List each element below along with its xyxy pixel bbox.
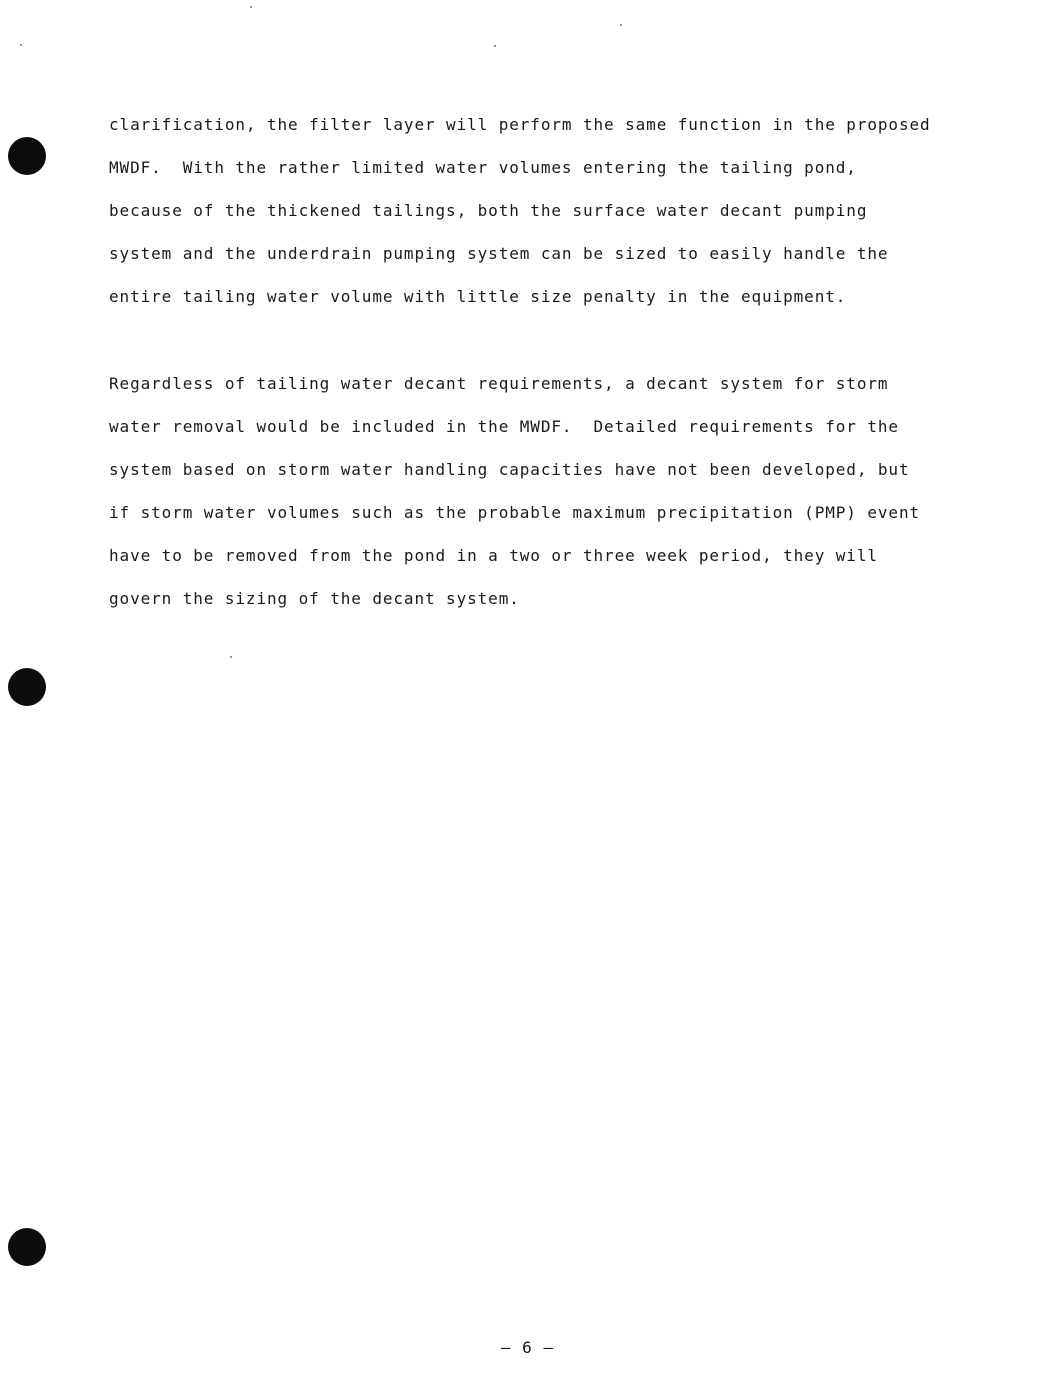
text-line: if storm water volumes such as the probable maximum precipitation (PMP) event <box>109 503 921 522</box>
text-line: entire tailing water volume with little size penalty in the equipment. <box>109 287 847 306</box>
punch-hole-mark <box>8 1228 46 1266</box>
paragraph-decant-pumping <box>109 112 959 327</box>
text-line: govern the sizing of the decant system. <box>109 589 520 608</box>
text-line: Regardless of tailing water decant requirements, a decant system for storm <box>109 374 889 393</box>
punch-hole-mark <box>8 668 46 706</box>
scan-speck <box>620 24 622 26</box>
text-line: MWDF. With the rather limited water volumes entering the tailing pond, <box>109 158 857 177</box>
text-line: system based on storm water handling capacities have not been developed, but <box>109 460 910 479</box>
scan-speck <box>250 6 252 8</box>
text-line: because of the thickened tailings, both the surface water decant pumping <box>109 201 868 220</box>
page-number: – 6 – <box>500 1338 555 1357</box>
text-line: water removal would be included in the MWDF. Detailed requirements for the <box>109 417 899 436</box>
paragraph-storm-water <box>109 371 959 629</box>
punch-hole-mark <box>8 137 46 175</box>
scan-speck <box>230 656 232 658</box>
text-line: system and the underdrain pumping system can be sized to easily handle the <box>109 244 889 263</box>
scan-speck <box>494 45 496 47</box>
text-line: have to be removed from the pond in a two or three week period, they will <box>109 546 878 565</box>
text-line: clarification, the filter layer will perform the same function in the proposed <box>109 115 931 134</box>
scan-speck <box>20 44 22 46</box>
